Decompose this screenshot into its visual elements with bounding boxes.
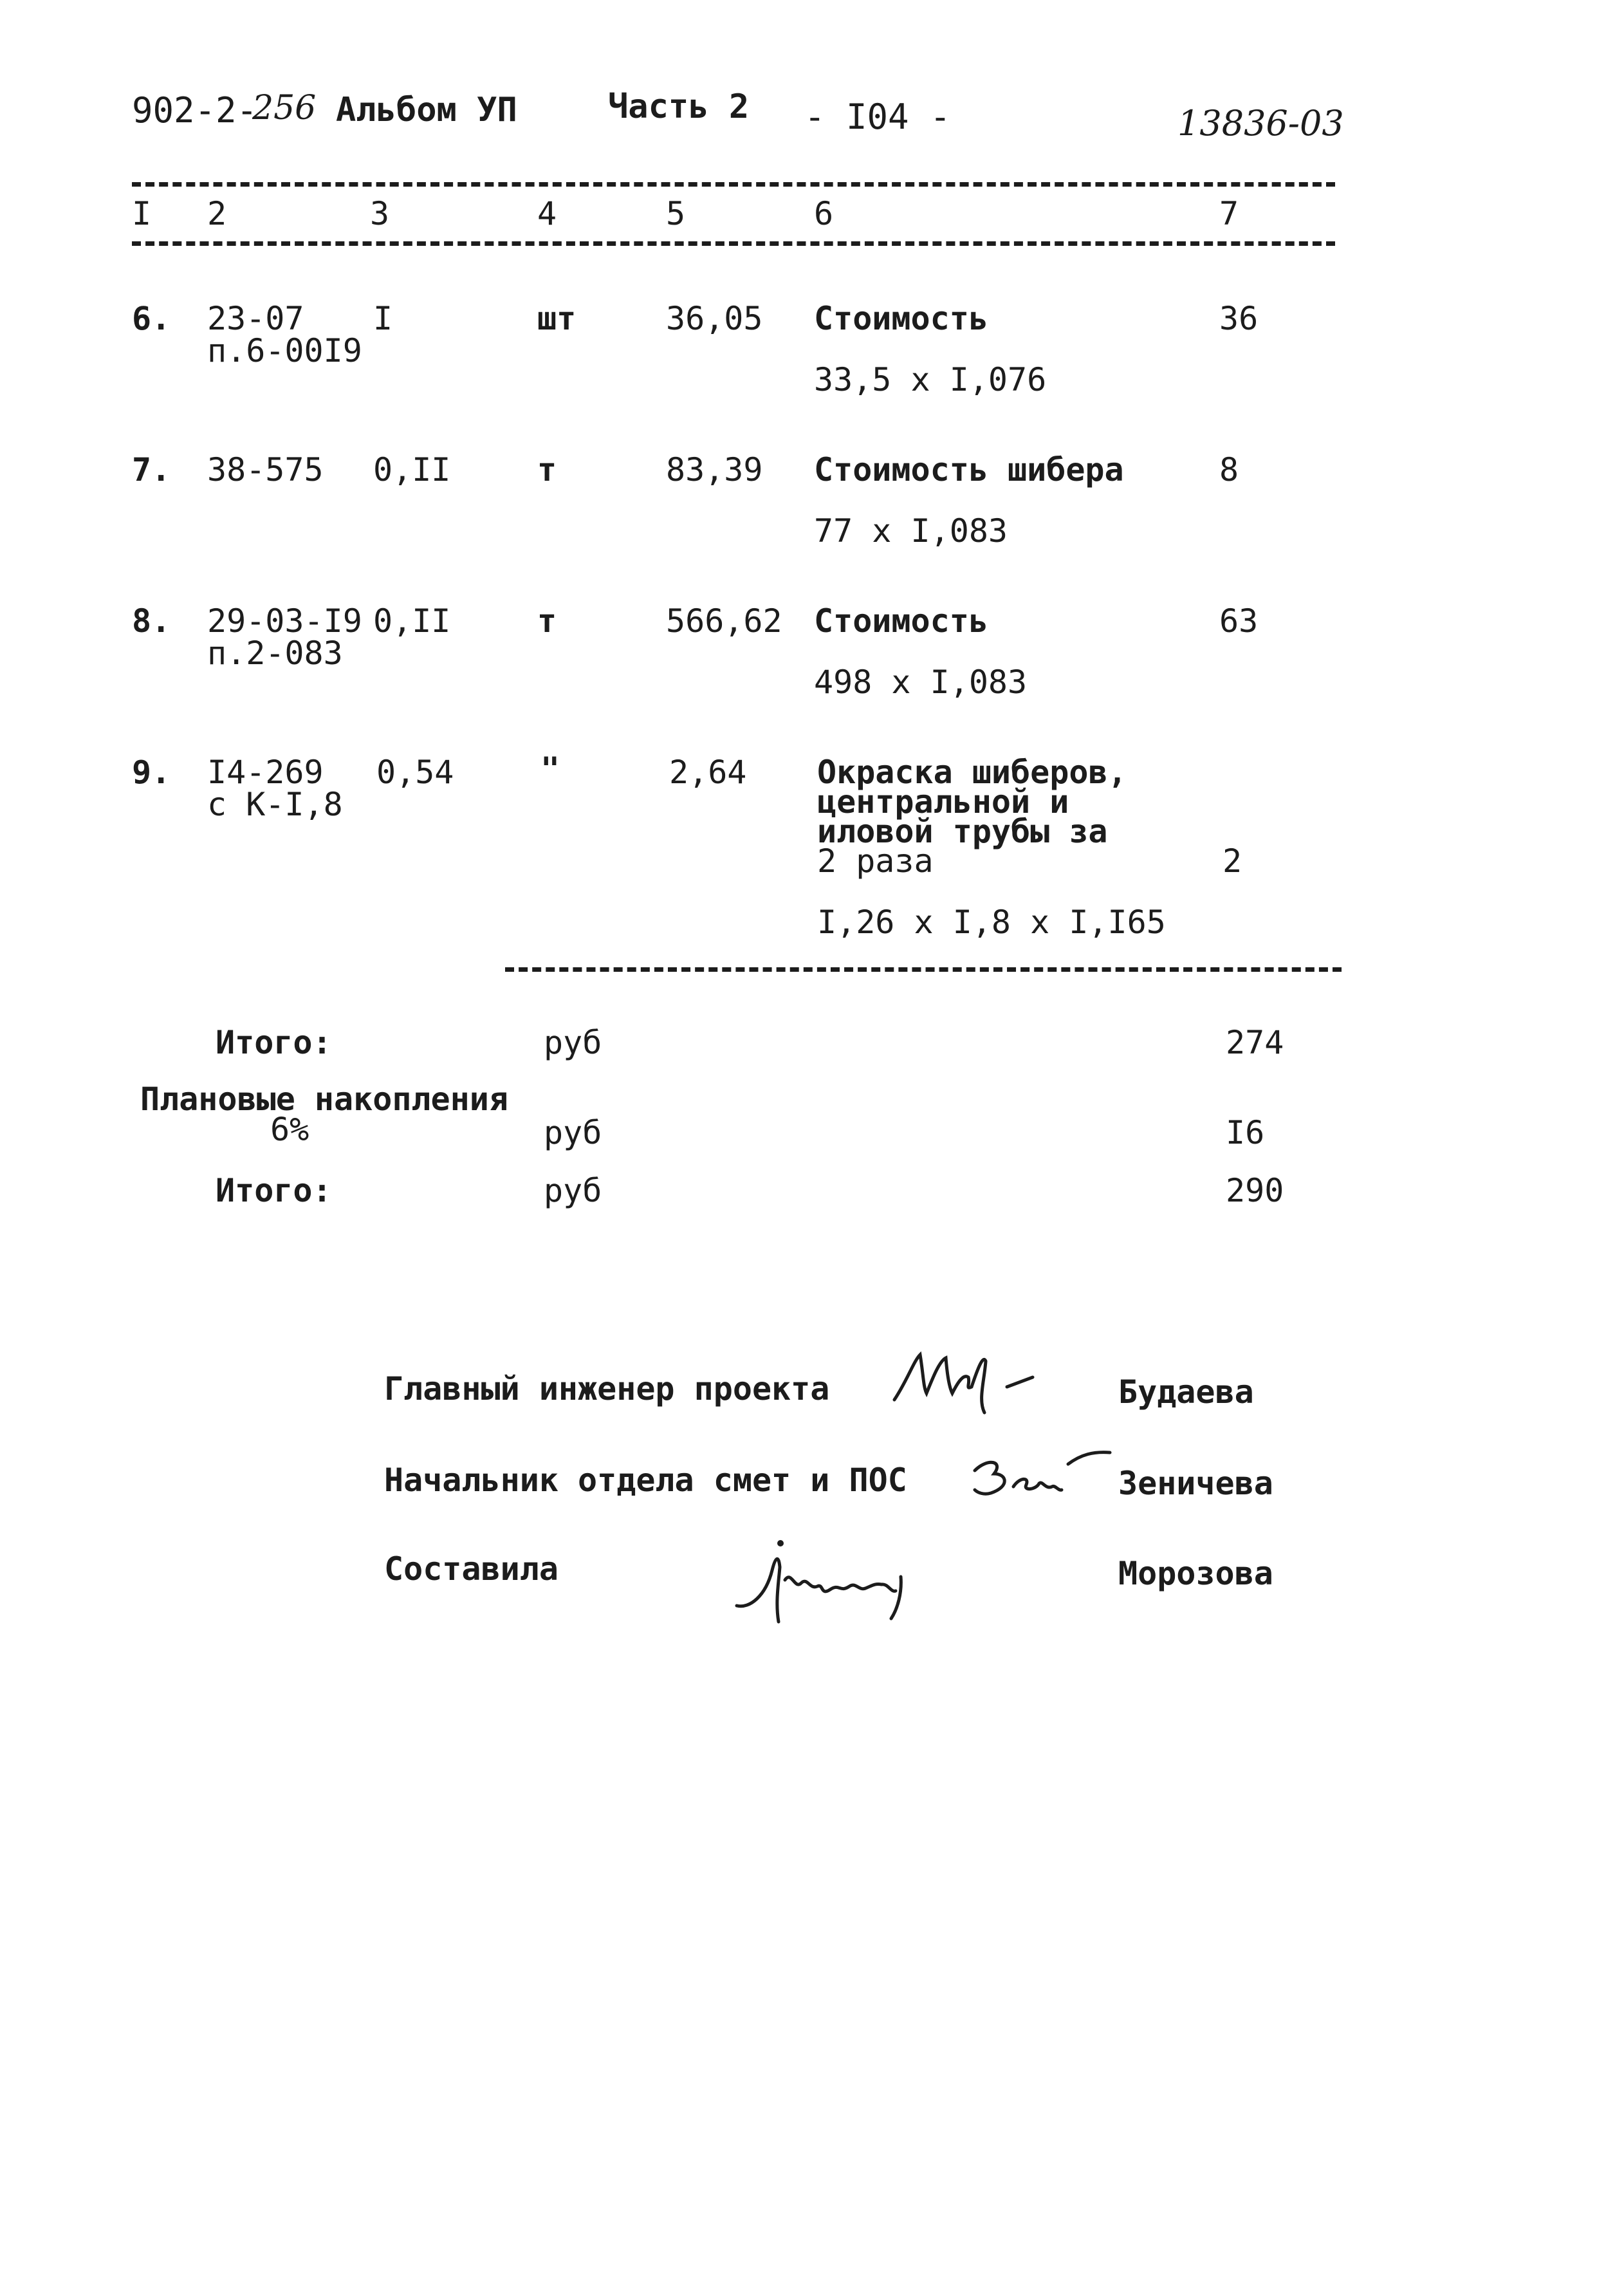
unit-price: 566,62 (666, 602, 782, 640)
calc-formula: 77 х I,083 (814, 512, 1008, 550)
signer-role-compiler: Составила (384, 1550, 558, 1588)
col-header-2: 2 (207, 195, 227, 232)
page-number: - I04 - (804, 97, 951, 137)
signer-name-morozova: Морозова (1118, 1555, 1273, 1592)
planned-savings-label: Плановые накопления (140, 1081, 508, 1118)
unit-price: 2,64 (669, 754, 747, 791)
col-header-3: 3 (370, 195, 390, 232)
signer-name-budaeva: Будаева (1118, 1373, 1254, 1411)
row-total: 63 (1219, 602, 1259, 640)
row-total: 36 (1219, 300, 1259, 337)
header-divider-bottom (132, 241, 1335, 246)
description-line-4: 2 раза (817, 842, 934, 880)
header-divider-top (132, 182, 1335, 187)
description-line-2: центральной и (817, 783, 1069, 821)
row-total: 8 (1219, 451, 1239, 488)
row-number: 8. (132, 602, 171, 640)
description-line-3: иловой трубы за (817, 813, 1108, 850)
planned-savings-unit: руб (544, 1114, 602, 1151)
row-number: 6. (132, 300, 171, 337)
planned-savings-value: I6 (1226, 1114, 1265, 1151)
norm-code-sub: с К-I,8 (207, 786, 343, 823)
signature-compiler (727, 1532, 920, 1628)
signature-chief-engineer (888, 1342, 1055, 1419)
unit: шт (537, 300, 577, 337)
part-label: Часть 2 (608, 88, 750, 126)
grand-total-label: Итого: (216, 1172, 332, 1209)
quantity: I (373, 300, 393, 337)
signer-role-estimates-head: Начальник отдела смет и ПОС (384, 1462, 907, 1499)
col-header-6: 6 (814, 195, 834, 232)
col-header-7: 7 (1219, 195, 1239, 232)
subtotal-unit: руб (544, 1024, 602, 1061)
row-number: 9. (132, 754, 171, 791)
row-total: 2 (1223, 842, 1242, 880)
col-header-5: 5 (666, 195, 686, 232)
calc-formula: 498 х I,083 (814, 664, 1028, 701)
norm-code: 29-03-I9 (207, 602, 362, 640)
norm-code: 23-07 (207, 300, 304, 337)
subtotal-label: Итого: (216, 1024, 332, 1061)
unit-price: 36,05 (666, 300, 763, 337)
signer-role-chief-engineer: Главный инженер проекта (384, 1370, 830, 1407)
description: Стоимость (814, 300, 988, 337)
description-line-1: Окраска шиберов, (817, 754, 1127, 791)
signature-estimates-head (965, 1445, 1113, 1509)
planned-savings-percent: 6% (270, 1111, 309, 1148)
stamp-number: 13836-03 (1177, 103, 1344, 144)
norm-code-sub: п.6-00I9 (207, 332, 362, 369)
description: Стоимость (814, 602, 988, 640)
unit-price: 83,39 (666, 451, 763, 488)
calc-formula: I,26 х I,8 х I,I65 (817, 904, 1166, 941)
row-number: 7. (132, 451, 171, 488)
doc-number: 256 (252, 89, 317, 127)
quantity: 0,54 (376, 754, 454, 791)
calc-formula: 33,5 х I,076 (814, 361, 1047, 398)
unit: т (537, 451, 557, 488)
totals-divider (505, 967, 1342, 972)
description: Стоимость шибера (814, 451, 1124, 488)
norm-code: I4-269 (207, 754, 324, 791)
signer-name-zenicheva: Зеничева (1118, 1465, 1273, 1502)
subtotal-value: 274 (1226, 1024, 1284, 1061)
quantity: 0,II (373, 602, 451, 640)
album-label: Альбом УП (336, 91, 517, 129)
unit: т (537, 602, 557, 640)
grand-total-unit: руб (544, 1172, 602, 1209)
norm-code-sub: п.2-083 (207, 635, 343, 672)
unit: " (540, 750, 560, 788)
norm-code: 38-575 (207, 451, 324, 488)
doc-code: 902-2- (132, 90, 258, 131)
quantity: 0,II (373, 451, 451, 488)
grand-total-value: 290 (1226, 1172, 1284, 1209)
col-header-1: I (132, 195, 152, 232)
col-header-4: 4 (537, 195, 557, 232)
